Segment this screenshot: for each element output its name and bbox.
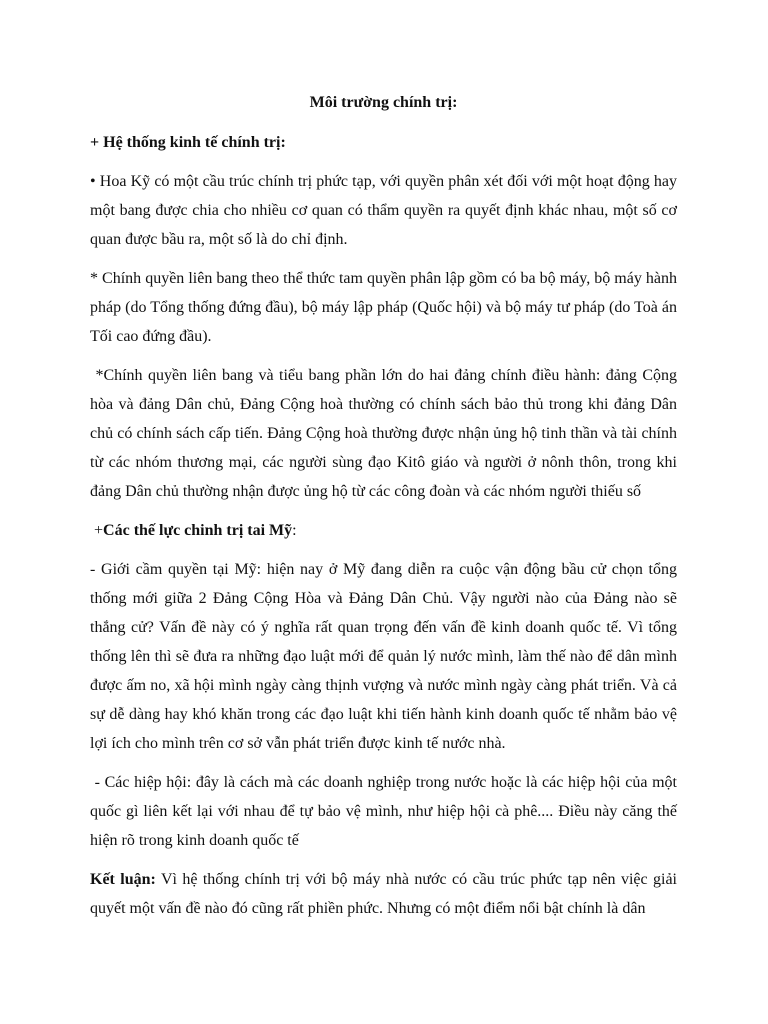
conclusion-label: Kết luận:	[90, 871, 156, 888]
paragraph-conclusion	[90, 865, 681, 923]
section-heading-suffix: :	[292, 522, 297, 539]
section-heading-prefix: +	[90, 522, 104, 539]
paragraph-political-structure: • Hoa Kỹ có một cầu trúc chính trị phức tạp, với quyền phân xét đối với một hoạt động hay một bang được chia cho nhiều cơ quan có thẩm quyền ra quyết định khác nhau, một số cơ quan được bầu ra, một số là do chỉ định.	[90, 173, 677, 248]
conclusion-text: Vì hệ thống chính trị với bộ máy nhà nước có cầu trúc phức tạp nên việc giải quyết một vấn đề nào đó cũng rất phiền phức. Nhưng có một điểm nổi bật chính là dân	[90, 871, 681, 917]
document-page	[90, 88, 682, 933]
paragraph-two-parties: *Chính quyền liên bang và tiểu bang phần lớn do hai đảng chính điều hành: đảng Cộng hòa và đảng Dân chủ, Đảng Cộng hoà thường có chính sách bảo thủ trong khi đảng Dân chủ có chính sách cấp tiến. Đảng Cộng hoà thường được nhận ủng hộ tinh thần và tài chính từ các nhóm thương mại, các người sùng đạo Kitô giáo và người ở nônh thôn, trong khi đảng Dân chủ thường nhận được ủng hộ từ các công đoàn và các nhóm người thiếu số	[90, 367, 682, 500]
paragraph-associations: - Các hiệp hội: đây là cách mà các doanh nghiệp trong nước hoặc là các hiệp hội của một quốc gì liên kết lại với nhau để tự bảo vệ mình, như hiệp hội cà phê.... Điều này căng thế hiện rõ trong kinh doanh quốc tế	[90, 774, 681, 849]
section-heading-text: Các thế lực chinh trị tai Mỹ	[103, 522, 293, 539]
section-heading-political-forces	[90, 516, 677, 545]
document-title: Môi trường chính trị:	[309, 94, 458, 111]
paragraph-separation-of-powers: * Chính quyền liên bang theo thể thức tam quyền phân lập gồm có ba bộ máy, bộ máy hành pháp (do Tổng thống đứng đầu), bộ máy lập pháp (Quốc hội) và bộ máy tư pháp (do Toà án Tối cao đứng đầu).	[90, 270, 677, 345]
paragraph-ruling-class: - Giới cầm quyền tại Mỹ: hiện nay ở Mỹ đang diễn ra cuộc vận động bầu cử chọn tổng thống mới giữa 2 Đảng Cộng Hòa và Đảng Dân Chủ. Vậy người nào của Đảng nào sẽ thắng cử? Vấn đề này có ý nghĩa rất quan trọng đến vấn đề kinh doanh quốc tế. Vì tổng thống lên thì sẽ đưa ra những đạo luật mới để quản lý nước mình, làm thế nào để dân mình được ấm no, xã hội mình ngày càng thịnh vượng và nước mình ngày càng phát triển. Và cả sự dễ dàng hay khó khăn trong các đạo luật khi tiến hành kinh doanh quốc tế nhằm bảo vệ lợi ích cho mình trên cơ sở vẫn phát triển được kinh tế nước nhà.	[90, 561, 677, 752]
section-heading-political-economy: + Hệ thống kinh tế chính trị:	[90, 134, 286, 151]
